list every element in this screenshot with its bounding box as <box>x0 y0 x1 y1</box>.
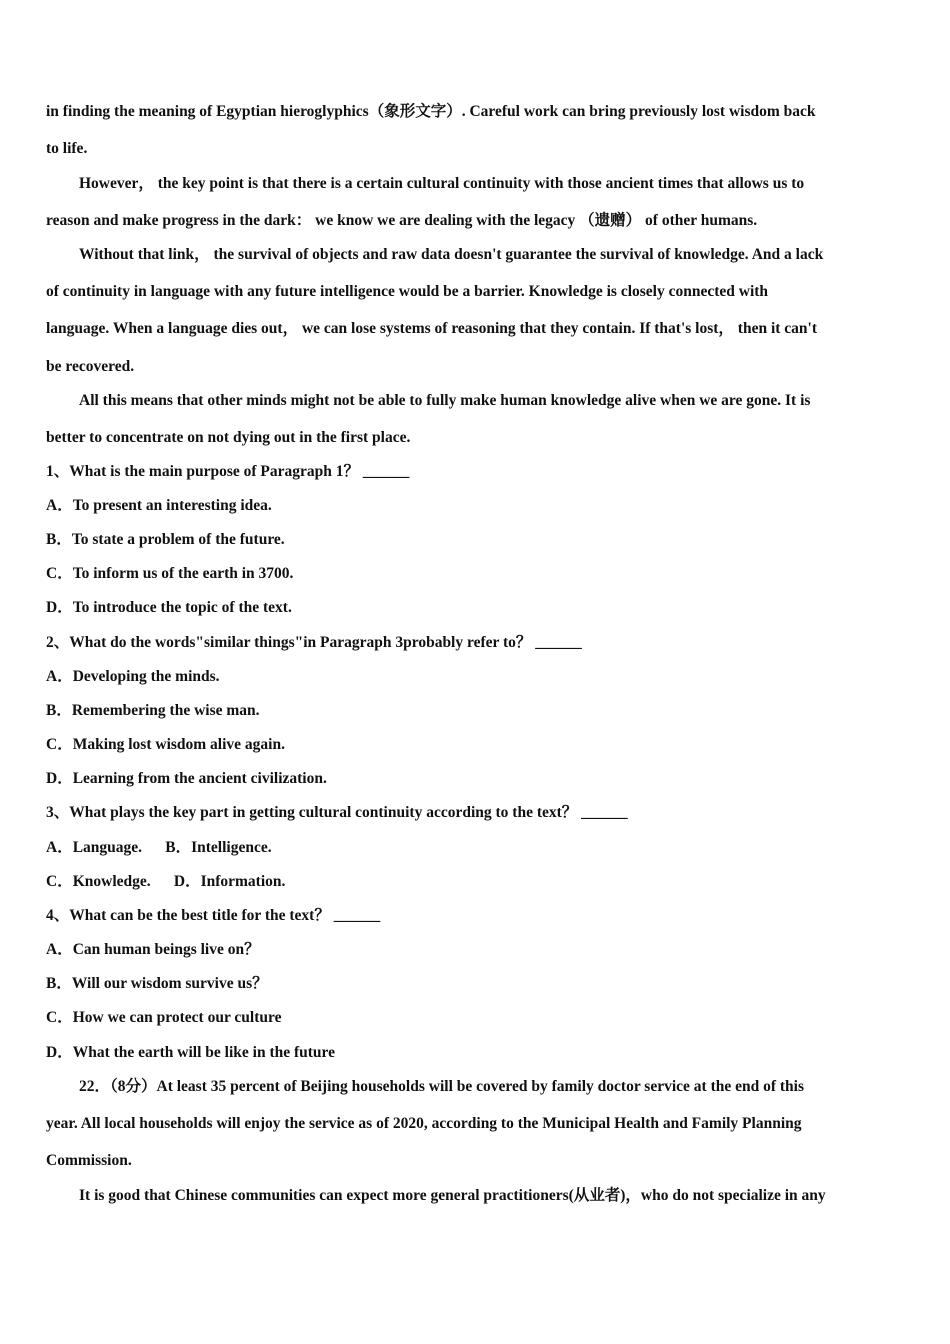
question-1: 1、What is the main purpose of Paragraph 1？ ______ <box>46 463 410 480</box>
options-3ab: A．Language. B．Intelligence. <box>46 839 272 856</box>
passage-line: in finding the meaning of Egyptian hieroglyphics（象形文字）. Careful work can bring previously lost wisdom back <box>46 103 816 120</box>
option-1d: D．To introduce the topic of the text. <box>46 599 292 616</box>
option-1c: C．To inform us of the earth in 3700. <box>46 565 294 582</box>
section-22-line: Commission. <box>46 1152 132 1169</box>
question-3: 3、What plays the key part in getting cultural continuity according to the text？ ______ <box>46 804 628 821</box>
option-4b: B．Will our wisdom survive us？ <box>46 975 268 992</box>
passage-line: All this means that other minds might not be able to fully make human knowledge alive when we are gone. It is <box>79 392 811 409</box>
passage-line: Without that link， the survival of objects and raw data doesn't guarantee the survival of knowledge. And a lack <box>79 246 824 263</box>
passage-line: However， the key point is that there is a certain cultural continuity with those ancient times that allows us to <box>79 175 805 192</box>
question-2: 2、What do the words"similar things"in Paragraph 3probably refer to？ ______ <box>46 634 582 651</box>
option-4d: D．What the earth will be like in the future <box>46 1044 336 1061</box>
option-1a: A．To present an interesting idea. <box>46 497 272 514</box>
passage-line: to life. <box>46 140 88 157</box>
passage-line: language. When a language dies out， we can lose systems of reasoning that they contain. If that's lost， then it can't <box>46 320 818 337</box>
option-4c: C．How we can protect our culture <box>46 1009 282 1026</box>
option-2c: C．Making lost wisdom alive again. <box>46 736 285 753</box>
passage-line: be recovered. <box>46 358 135 375</box>
option-4a: A．Can human beings live on？ <box>46 941 260 958</box>
option-2b: B．Remembering the wise man. <box>46 702 260 719</box>
option-1b: B．To state a problem of the future. <box>46 531 285 548</box>
section-22-line: It is good that Chinese communities can expect more general practitioners(从业者)，who do not specialize in any <box>79 1187 826 1204</box>
passage-line: reason and make progress in the dark： we know we are dealing with the legacy （遗赠） of other humans. <box>46 212 758 229</box>
options-3cd: C．Knowledge. D．Information. <box>46 873 286 890</box>
option-2a: A．Developing the minds. <box>46 668 220 685</box>
question-4: 4、What can be the best title for the text？ ______ <box>46 907 381 924</box>
section-22-line: year. All local households will enjoy the service as of 2020, according to the Municipal Health and Family Planning <box>46 1115 802 1132</box>
option-2d: D．Learning from the ancient civilization. <box>46 770 327 787</box>
section-22-line: 22．（8分）At least 35 percent of Beijing households will be covered by family doctor service at the end of this <box>79 1078 805 1095</box>
passage-line: better to concentrate on not dying out in the first place. <box>46 429 411 446</box>
passage-line: of continuity in language with any future intelligence would be a barrier. Knowledge is closely connected with <box>46 283 769 300</box>
